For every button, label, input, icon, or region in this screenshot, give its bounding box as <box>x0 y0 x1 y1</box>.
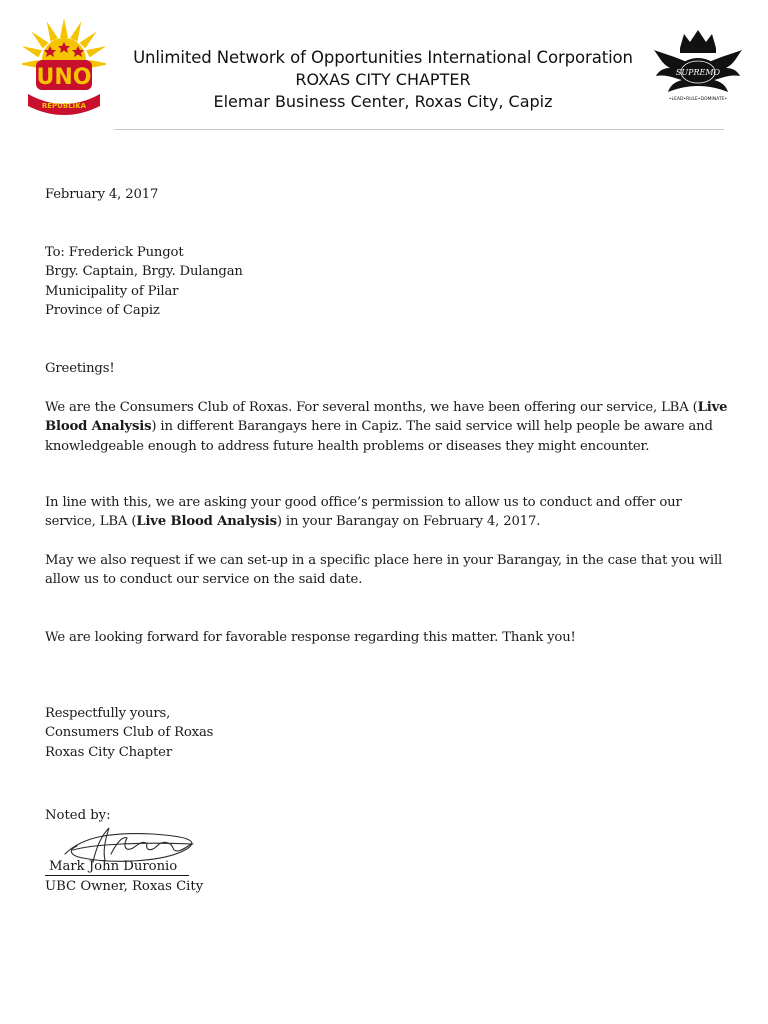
org-address: Elemar Business Center, Roxas City, Capiz <box>213 92 553 111</box>
recipient-line: Municipality of Pilar <box>45 283 179 299</box>
letterhead-text <box>118 46 648 113</box>
closing-line: Respectfully yours, <box>45 706 171 721</box>
paragraph-2 <box>45 493 735 532</box>
closing-line: Consumers Club of Roxas <box>45 725 214 741</box>
supremo-motto-text: •LEAD•RULE•DOMINATE• <box>668 97 728 102</box>
crown-wings-logo <box>652 28 744 106</box>
letter-date: February 4, 2017 <box>45 187 159 202</box>
noted-by-label: Noted by: <box>45 808 111 823</box>
uno-logo-text: UNO <box>36 65 92 90</box>
paragraph-2-text: In line with this, we are asking your good office’s permission to allow us to conduct and offer our service, LBA ( <box>45 495 682 530</box>
org-name: Unlimited Network of Opportunities International Corporation <box>133 48 633 67</box>
republika-banner-text: REPUBLIKA <box>41 102 87 110</box>
paragraph-2-text-end: ) in your Barangay on February 4, 2017. <box>276 514 541 530</box>
letterhead <box>0 0 768 140</box>
chapter-name: ROXAS CITY CHAPTER <box>295 70 471 89</box>
signatory-title: UBC Owner, Roxas City <box>45 879 204 894</box>
sun-emblem-logo <box>22 16 106 116</box>
signatory-name: Mark John Duronio <box>45 858 189 876</box>
recipient-line: Province of Capiz <box>45 302 160 318</box>
paragraph-1-text-end: ) in different Barangays here in Capiz. The said service will help people be aware and knowledgeable enough to address future health problems or diseases they might encounter. <box>45 419 713 454</box>
paragraph-3: May we also request if we can set-up in a specific place here in your Barangay, in the case that you will allow us to conduct our service on the said date. <box>45 553 723 588</box>
supremo-logo-text: SUPREMO <box>675 68 721 77</box>
recipient-line: Brgy. Captain, Brgy. Dulangan <box>45 264 243 280</box>
greeting: Greetings! <box>45 361 115 376</box>
paragraph-2-bold: Live Blood Analysis <box>136 514 277 530</box>
signature-block <box>45 806 245 906</box>
closing-block <box>45 704 735 762</box>
paragraph-4: We are looking forward for favorable response regarding this matter. Thank you! <box>45 630 576 645</box>
paragraph-1-text: We are the Consumers Club of Roxas. For several months, we have been offering our service, LBA ( <box>45 400 698 415</box>
paragraph-1-bold: Live Blood Analysis <box>45 400 728 435</box>
closing-line: Roxas City Chapter <box>45 744 172 760</box>
recipient-line: To: Frederick Pungot <box>45 245 184 260</box>
paragraph-1 <box>45 398 735 456</box>
header-divider <box>114 129 724 130</box>
recipient-block <box>45 243 735 320</box>
